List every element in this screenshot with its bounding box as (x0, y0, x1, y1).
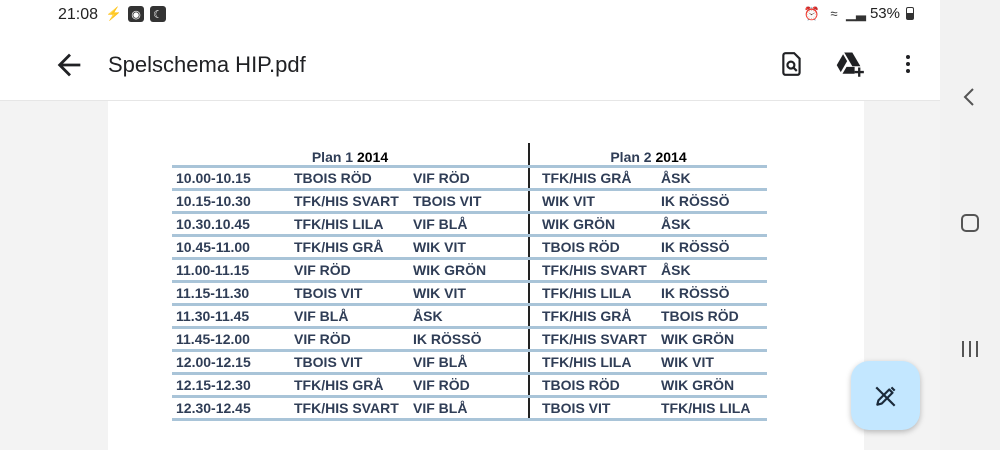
schedule-row (172, 259, 767, 282)
drive-add-icon (835, 50, 865, 78)
schedule-header-row (172, 143, 767, 167)
plan1-team-b: WIK VIT (409, 236, 529, 259)
lightning-icon: ⚡ (105, 6, 123, 21)
plan1-team-a: TBOIS VIT (290, 351, 409, 374)
more-options-button[interactable] (890, 46, 926, 82)
nav-home-button[interactable] (940, 203, 1000, 243)
plan1-header (172, 143, 529, 167)
document-title: Spelschema HIP.pdf (108, 52, 306, 77)
plan1-team-a: VIF RÖD (290, 259, 409, 282)
plan1-team-b: WIK VIT (409, 282, 529, 305)
plan2-team-b: ÅSK (657, 213, 767, 236)
plan1-team-b: IK RÖSSÖ (409, 328, 529, 351)
battery-icon (906, 7, 914, 20)
arrow-left-icon (52, 48, 86, 82)
schedule-row (172, 328, 767, 351)
battery-percent: 53% (869, 5, 900, 22)
plan2-team-b: IK RÖSSÖ (657, 282, 767, 305)
plan1-team-a: TBOIS RÖD (290, 167, 409, 190)
pdf-page (108, 101, 864, 450)
nav-back-button[interactable] (940, 77, 1000, 117)
plan1-team-a: TFK/HIS SVART (290, 190, 409, 213)
time-slot: 11.45-12.00 (172, 328, 290, 351)
plan1-team-b: VIF RÖD (409, 167, 529, 190)
moon-app-icon: ☾ (150, 6, 166, 22)
plan2-team-a: TBOIS RÖD (529, 374, 657, 397)
status-bar (0, 0, 940, 30)
status-system-icons (804, 5, 914, 22)
add-to-drive-button[interactable] (832, 46, 868, 82)
plan2-team-b: ÅSK (657, 259, 767, 282)
back-button[interactable] (52, 48, 86, 82)
plan2-team-b: TBOIS RÖD (657, 305, 767, 328)
schedule-row (172, 236, 767, 259)
nav-recents-button[interactable] (940, 329, 1000, 369)
plan1-team-b: WIK GRÖN (409, 259, 529, 282)
plan2-team-a: TFK/HIS GRÅ (529, 167, 657, 190)
schedule-table (172, 143, 767, 421)
plan1-team-b: VIF BLÅ (409, 397, 529, 420)
plan1-team-b: TBOIS VIT (409, 190, 529, 213)
status-time: 21:08 (58, 6, 99, 23)
schedule-row (172, 305, 767, 328)
plan2-team-b: WIK VIT (657, 351, 767, 374)
plan2-label: Plan 2 (610, 149, 652, 165)
schedule-body (172, 167, 767, 420)
plan1-year: 2014 (356, 149, 389, 165)
plan1-team-a: VIF BLÅ (290, 305, 409, 328)
search-document-icon (779, 51, 805, 77)
plan2-team-a: WIK VIT (529, 190, 657, 213)
pdf-viewer[interactable] (0, 101, 940, 450)
plan2-year: 2014 (655, 149, 687, 165)
signal-icon: ▁▃ (845, 5, 866, 21)
plan1-team-a: TBOIS VIT (290, 282, 409, 305)
schedule-row (172, 282, 767, 305)
system-navigation-bar (940, 0, 1000, 450)
plan1-label: Plan 1 (311, 149, 354, 165)
plan2-header (529, 143, 767, 167)
status-notification-icons (106, 6, 166, 22)
plan1-team-a: TFK/HIS GRÅ (290, 374, 409, 397)
plan2-team-b: IK RÖSSÖ (657, 236, 767, 259)
plan2-team-a: TFK/HIS SVART (529, 259, 657, 282)
plan2-team-a: TFK/HIS LILA (529, 351, 657, 374)
plan1-team-b: VIF RÖD (409, 374, 529, 397)
wifi-icon: ≈ (830, 6, 838, 21)
plan1-team-b: VIF BLÅ (409, 351, 529, 374)
schedule-row (172, 190, 767, 213)
search-document-button[interactable] (774, 46, 810, 82)
plan2-team-a: TBOIS RÖD (529, 236, 657, 259)
plan1-team-b: ÅSK (409, 305, 529, 328)
plan1-team-a: VIF RÖD (290, 328, 409, 351)
plan2-team-a: WIK GRÖN (529, 213, 657, 236)
plan2-team-a: TFK/HIS SVART (529, 328, 657, 351)
plan2-team-b: WIK GRÖN (657, 328, 767, 351)
plan1-team-a: TFK/HIS SVART (290, 397, 409, 420)
home-square-icon (959, 212, 981, 234)
plan1-team-b: VIF BLÅ (409, 213, 529, 236)
time-slot: 10.30.10.45 (172, 213, 290, 236)
time-slot: 11.00-11.15 (172, 259, 290, 282)
time-slot: 11.30-11.45 (172, 305, 290, 328)
plan1-team-a: TFK/HIS LILA (290, 213, 409, 236)
recents-icon (959, 338, 981, 360)
edit-pen-icon (873, 383, 899, 409)
time-slot: 12.00-12.15 (172, 351, 290, 374)
time-slot: 12.15-12.30 (172, 374, 290, 397)
time-slot: 11.15-11.30 (172, 282, 290, 305)
plan2-team-b: WIK GRÖN (657, 374, 767, 397)
alarm-icon: ⏰ (803, 5, 821, 21)
schedule-row (172, 167, 767, 190)
plan2-team-b: IK RÖSSÖ (657, 190, 767, 213)
more-vert-icon (896, 52, 920, 76)
plan2-team-a: TBOIS VIT (529, 397, 657, 420)
plan1-team-a: TFK/HIS GRÅ (290, 236, 409, 259)
plan2-team-a: TFK/HIS LILA (529, 282, 657, 305)
edit-fab-button[interactable] (851, 361, 920, 430)
app-bar-actions (774, 46, 926, 82)
chevron-left-icon (960, 85, 980, 109)
plan2-team-b: ÅSK (657, 167, 767, 190)
app-bar (0, 30, 940, 101)
schedule-row (172, 351, 767, 374)
schedule-row (172, 213, 767, 236)
plan2-team-a: TFK/HIS GRÅ (529, 305, 657, 328)
time-slot: 12.30-12.45 (172, 397, 290, 420)
shield-app-icon: ◉ (128, 6, 144, 22)
schedule-row (172, 374, 767, 397)
time-slot: 10.15-10.30 (172, 190, 290, 213)
time-slot: 10.00-10.15 (172, 167, 290, 190)
schedule-row (172, 397, 767, 420)
time-slot: 10.45-11.00 (172, 236, 290, 259)
plan2-team-b: TFK/HIS LILA (657, 397, 767, 420)
